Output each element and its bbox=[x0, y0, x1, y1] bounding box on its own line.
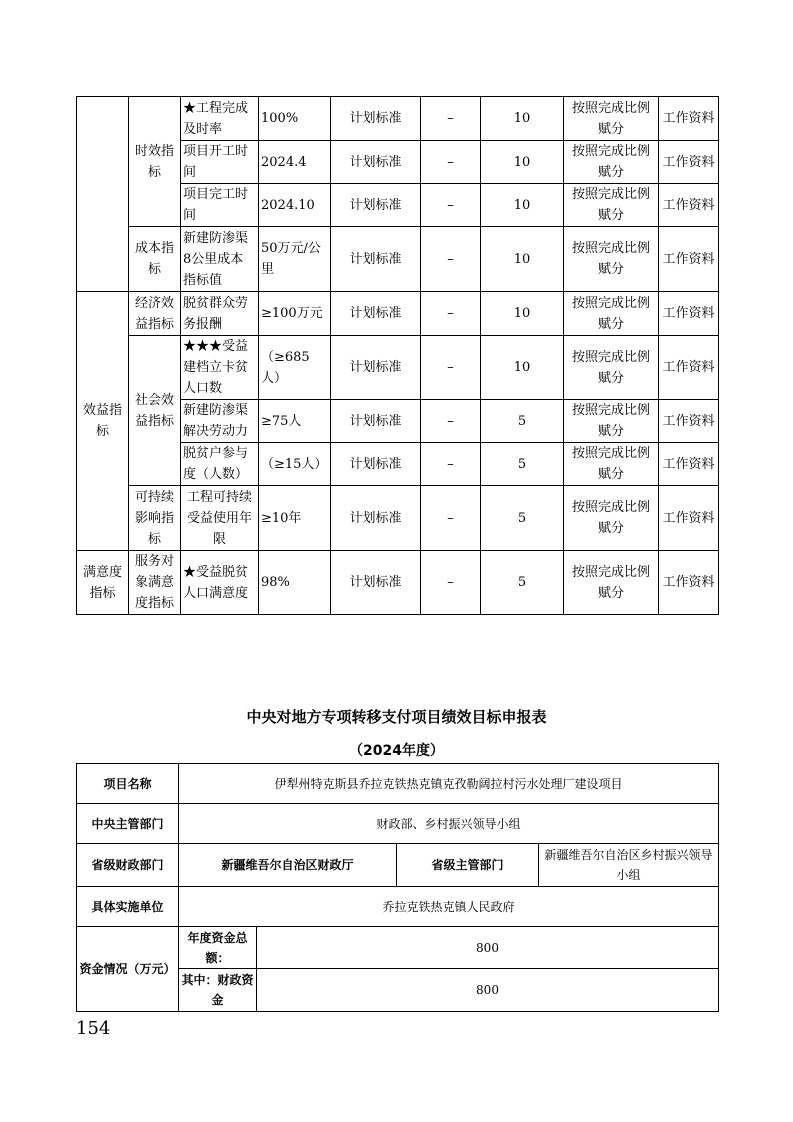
value-cell: 98% bbox=[259, 551, 331, 615]
score-cell: 5 bbox=[481, 443, 564, 486]
score-cell: 10 bbox=[481, 97, 564, 141]
level2-cell: 社会效益指标 bbox=[129, 336, 181, 486]
table-row bbox=[77, 292, 719, 336]
level3-cell: 脱贫户参与度（人数） bbox=[181, 443, 259, 486]
standard-cell: 计划标准 bbox=[331, 292, 421, 336]
page-number: 154 bbox=[76, 1018, 111, 1039]
table-row bbox=[77, 887, 719, 927]
dash-cell: – bbox=[421, 400, 481, 443]
dash-cell: – bbox=[421, 336, 481, 400]
source-cell: 工作资料 bbox=[659, 336, 719, 400]
funds-label: 资金情况（万元） bbox=[77, 927, 179, 1012]
value-cell: 50万元/公里 bbox=[259, 227, 331, 292]
standard-cell: 计划标准 bbox=[331, 400, 421, 443]
value-cell: ≥100万元 bbox=[259, 292, 331, 336]
method-cell: 按照完成比例赋分 bbox=[564, 551, 659, 615]
method-cell: 按照完成比例赋分 bbox=[564, 443, 659, 486]
standard-cell: 计划标准 bbox=[331, 336, 421, 400]
method-cell: 按照完成比例赋分 bbox=[564, 292, 659, 336]
source-cell: 工作资料 bbox=[659, 551, 719, 615]
level3-cell: 新建防渗渠8公里成本指标值 bbox=[181, 227, 259, 292]
dash-cell: – bbox=[421, 551, 481, 615]
level2-cell: 可持续影响指标 bbox=[129, 486, 181, 551]
fiscal-value: 800 bbox=[257, 969, 719, 1012]
table-row bbox=[77, 336, 719, 400]
standard-cell: 计划标准 bbox=[331, 486, 421, 551]
dash-cell: – bbox=[421, 184, 481, 227]
table-row bbox=[77, 486, 719, 551]
level3-cell: 新建防渗渠解决劳动力 bbox=[181, 400, 259, 443]
source-cell: 工作资料 bbox=[659, 443, 719, 486]
standard-cell: 计划标准 bbox=[331, 184, 421, 227]
score-cell: 5 bbox=[481, 400, 564, 443]
form-title: 中央对地方专项转移支付项目绩效目标申报表 bbox=[246, 708, 547, 726]
source-cell: 工作资料 bbox=[659, 227, 719, 292]
prov-dept-label: 省级主管部门 bbox=[397, 844, 539, 887]
standard-cell: 计划标准 bbox=[331, 551, 421, 615]
level2-cell: 成本指标 bbox=[129, 227, 181, 292]
level3-cell: ★工程完成及时率 bbox=[181, 97, 259, 141]
level1-cell: 效益指标 bbox=[77, 292, 129, 551]
dash-cell: – bbox=[421, 292, 481, 336]
fiscal-label: 其中：财政资金 bbox=[179, 969, 257, 1012]
standard-cell: 计划标准 bbox=[331, 227, 421, 292]
central-dept-label: 中央主管部门 bbox=[77, 804, 179, 844]
score-cell: 5 bbox=[481, 551, 564, 615]
standard-cell: 计划标准 bbox=[331, 141, 421, 184]
table-row bbox=[77, 97, 719, 141]
prov-finance-value: 新疆维吾尔自治区财政厅 bbox=[179, 844, 397, 887]
dash-cell: – bbox=[421, 97, 481, 141]
method-cell: 按照完成比例赋分 bbox=[564, 227, 659, 292]
standard-cell: 计划标准 bbox=[331, 443, 421, 486]
form-year: （2024年度） bbox=[349, 743, 444, 759]
score-cell: 10 bbox=[481, 141, 564, 184]
table-row bbox=[77, 227, 719, 292]
prov-dept-value: 新疆维吾尔自治区乡村振兴领导小组 bbox=[539, 844, 719, 887]
central-dept-value: 财政部、乡村振兴领导小组 bbox=[179, 804, 719, 844]
project-info-table bbox=[76, 763, 719, 1012]
value-cell: 100% bbox=[259, 97, 331, 141]
level2-cell: 经济效益指标 bbox=[129, 292, 181, 336]
project-name-label: 项目名称 bbox=[77, 764, 179, 804]
method-cell: 按照完成比例赋分 bbox=[564, 486, 659, 551]
performance-indicator-table bbox=[76, 96, 719, 615]
project-name-value: 伊犁州特克斯县乔拉克铁热克镇克孜勒阔拉村污水处理厂建设项目 bbox=[179, 764, 719, 804]
method-cell: 按照完成比例赋分 bbox=[564, 400, 659, 443]
level2-cell: 服务对象满意度指标 bbox=[129, 551, 181, 615]
value-cell: 2024.10 bbox=[259, 184, 331, 227]
level3-cell: 项目完工时间 bbox=[181, 184, 259, 227]
value-cell: ≥75人 bbox=[259, 400, 331, 443]
standard-cell: 计划标准 bbox=[331, 97, 421, 141]
table-row bbox=[77, 927, 719, 969]
level3-cell: ★★★受益建档立卡贫人口数 bbox=[181, 336, 259, 400]
annual-total-value: 800 bbox=[257, 927, 719, 969]
score-cell: 10 bbox=[481, 292, 564, 336]
prov-finance-label: 省级财政部门 bbox=[77, 844, 179, 887]
source-cell: 工作资料 bbox=[659, 97, 719, 141]
impl-unit-value: 乔拉克铁热克镇人民政府 bbox=[179, 887, 719, 927]
dash-cell: – bbox=[421, 443, 481, 486]
level1-cell bbox=[77, 97, 129, 292]
source-cell: 工作资料 bbox=[659, 184, 719, 227]
level3-cell: ★受益脱贫人口满意度 bbox=[181, 551, 259, 615]
table-row bbox=[77, 764, 719, 804]
annual-total-label: 年度资金总额： bbox=[179, 927, 257, 969]
table-row bbox=[77, 804, 719, 844]
score-cell: 10 bbox=[481, 227, 564, 292]
value-cell: 2024.4 bbox=[259, 141, 331, 184]
level1-cell: 满意度指标 bbox=[77, 551, 129, 615]
score-cell: 10 bbox=[481, 336, 564, 400]
level3-cell: 项目开工时间 bbox=[181, 141, 259, 184]
level3-cell: 脱贫群众劳务报酬 bbox=[181, 292, 259, 336]
dash-cell: – bbox=[421, 141, 481, 184]
source-cell: 工作资料 bbox=[659, 141, 719, 184]
level3-cell: 工程可持续受益使用年限 bbox=[181, 486, 259, 551]
score-cell: 5 bbox=[481, 486, 564, 551]
value-cell: （≥685人） bbox=[259, 336, 331, 400]
table-row bbox=[77, 551, 719, 615]
value-cell: （≥15人） bbox=[259, 443, 331, 486]
dash-cell: – bbox=[421, 486, 481, 551]
source-cell: 工作资料 bbox=[659, 292, 719, 336]
source-cell: 工作资料 bbox=[659, 486, 719, 551]
impl-unit-label: 具体实施单位 bbox=[77, 887, 179, 927]
method-cell: 按照完成比例赋分 bbox=[564, 184, 659, 227]
dash-cell: – bbox=[421, 227, 481, 292]
level2-cell: 时效指标 bbox=[129, 97, 181, 227]
method-cell: 按照完成比例赋分 bbox=[564, 141, 659, 184]
source-cell: 工作资料 bbox=[659, 400, 719, 443]
method-cell: 按照完成比例赋分 bbox=[564, 97, 659, 141]
value-cell: ≥10年 bbox=[259, 486, 331, 551]
score-cell: 10 bbox=[481, 184, 564, 227]
table-row bbox=[77, 844, 719, 887]
method-cell: 按照完成比例赋分 bbox=[564, 336, 659, 400]
